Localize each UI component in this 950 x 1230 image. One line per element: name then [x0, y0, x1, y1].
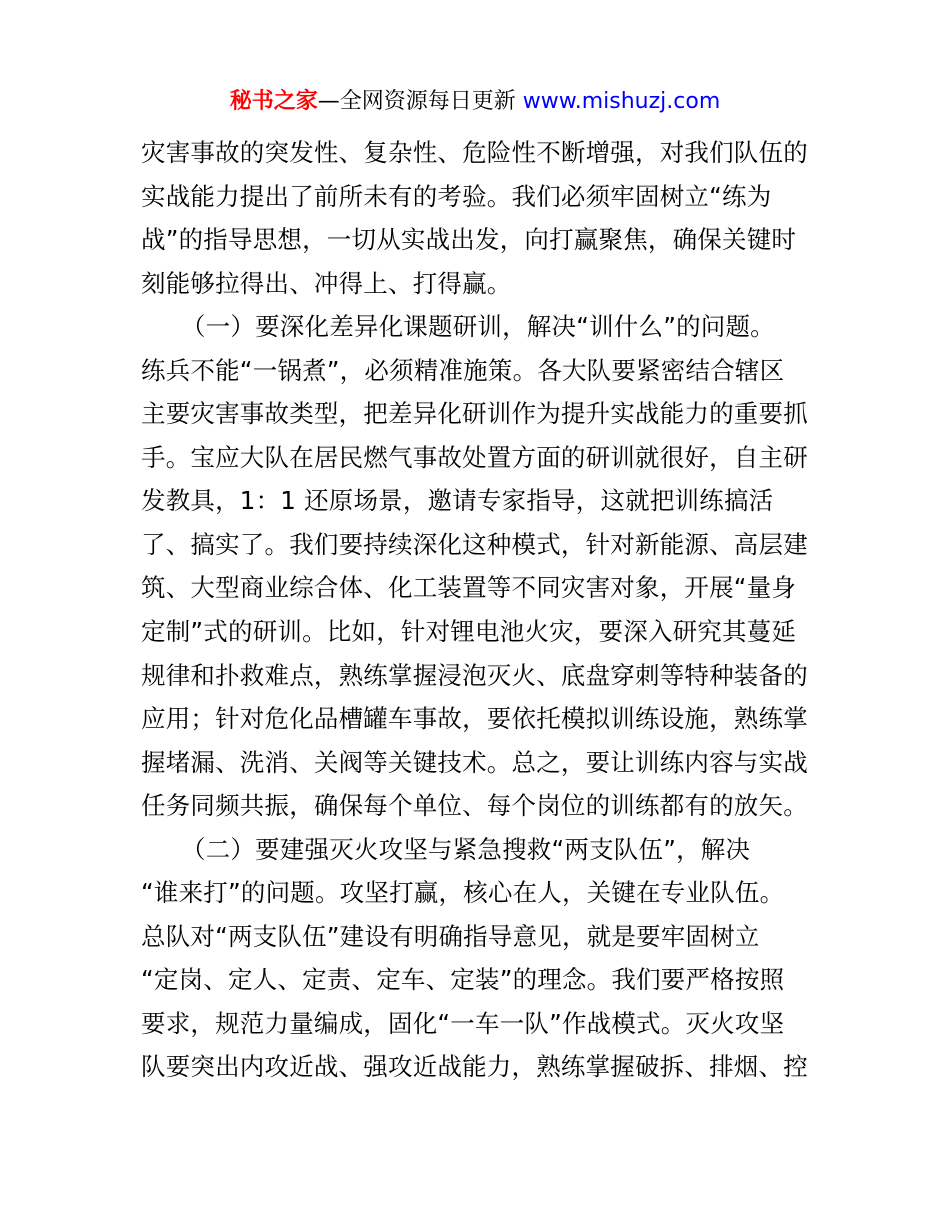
text-line: 应用；针对危化品槽罐车事故，要依托模拟训练设施，熟练掌 — [141, 704, 808, 734]
website-link[interactable]: www.mishuzj.com — [522, 89, 721, 114]
text-line: 总队对“两支队伍”建设有明确指导意见，就是要牢固树立 — [141, 921, 760, 951]
text-line: 刻能够拉得出、冲得上、打得赢。 — [141, 268, 512, 298]
text-line: 筑、大型商业综合体、化工装置等不同灾害对象，开展“量身 — [141, 573, 797, 603]
text-line: 手。宝应大队在居民燃气事故处置方面的研训就很好，自主研 — [141, 442, 808, 472]
text-line: “谁来打”的问题。攻坚打赢，核心在人，关键在专业队伍。 — [141, 878, 785, 908]
text-line: 实战能力提出了前所未有的考验。我们必须牢固树立“练为 — [141, 181, 772, 211]
text-line: 灾害事故的突发性、复杂性、危险性不断增强，对我们队伍的 — [141, 138, 808, 167]
section-heading-1: （一）要深化差异化课题研训，解决“训什么”的问题。 — [181, 312, 775, 342]
header-tagline: —全网资源每日更新 — [317, 89, 523, 114]
text-line: 发教具，1：1 还原场景，邀请专家指导，这就把训练搞活 — [141, 486, 774, 516]
text-line: 了、搞实了。我们要持续深化这种模式，针对新能源、高层建 — [141, 529, 808, 559]
brand-name: 秘书之家 — [229, 89, 318, 114]
text-line: 握堵漏、洗消、关阀等关键技术。总之，要让训练内容与实战 — [141, 747, 808, 777]
text-line: 要求，规范力量编成，固化“一车一队”作战模式。灭火攻坚 — [141, 1008, 785, 1038]
text-line: “定岗、定人、定责、定车、定装”的理念。我们要严格按照 — [141, 965, 785, 995]
text-line: 任务同频共振，确保每个单位、每个岗位的训练都有的放矢。 — [141, 791, 808, 821]
section-heading-2: （二）要建强灭火攻坚与紧急搜救“两支队伍”，解决 — [181, 834, 751, 864]
text-line: 战”的指导思想，一切从实战出发，向打赢聚焦，确保关键时 — [141, 225, 797, 255]
text-line: 主要灾害事故类型，把差异化研训作为提升实战能力的重要抓 — [141, 399, 808, 429]
document-body — [141, 131, 821, 1089]
text-line: 定制”式的研训。比如，针对锂电池火灾，要深入研究其蔓延 — [141, 617, 797, 647]
text-line: 规律和扑救难点，熟练掌握浸泡灭火、底盘穿刺等特种装备的 — [141, 660, 808, 690]
page-header — [0, 84, 950, 120]
text-line: 练兵不能“一锅煮”，必须精准施策。各大队要紧密结合辖区 — [141, 355, 785, 385]
text-line: 队要突出内攻近战、强攻近战能力，熟练掌握破拆、排烟、控 — [141, 1052, 808, 1082]
